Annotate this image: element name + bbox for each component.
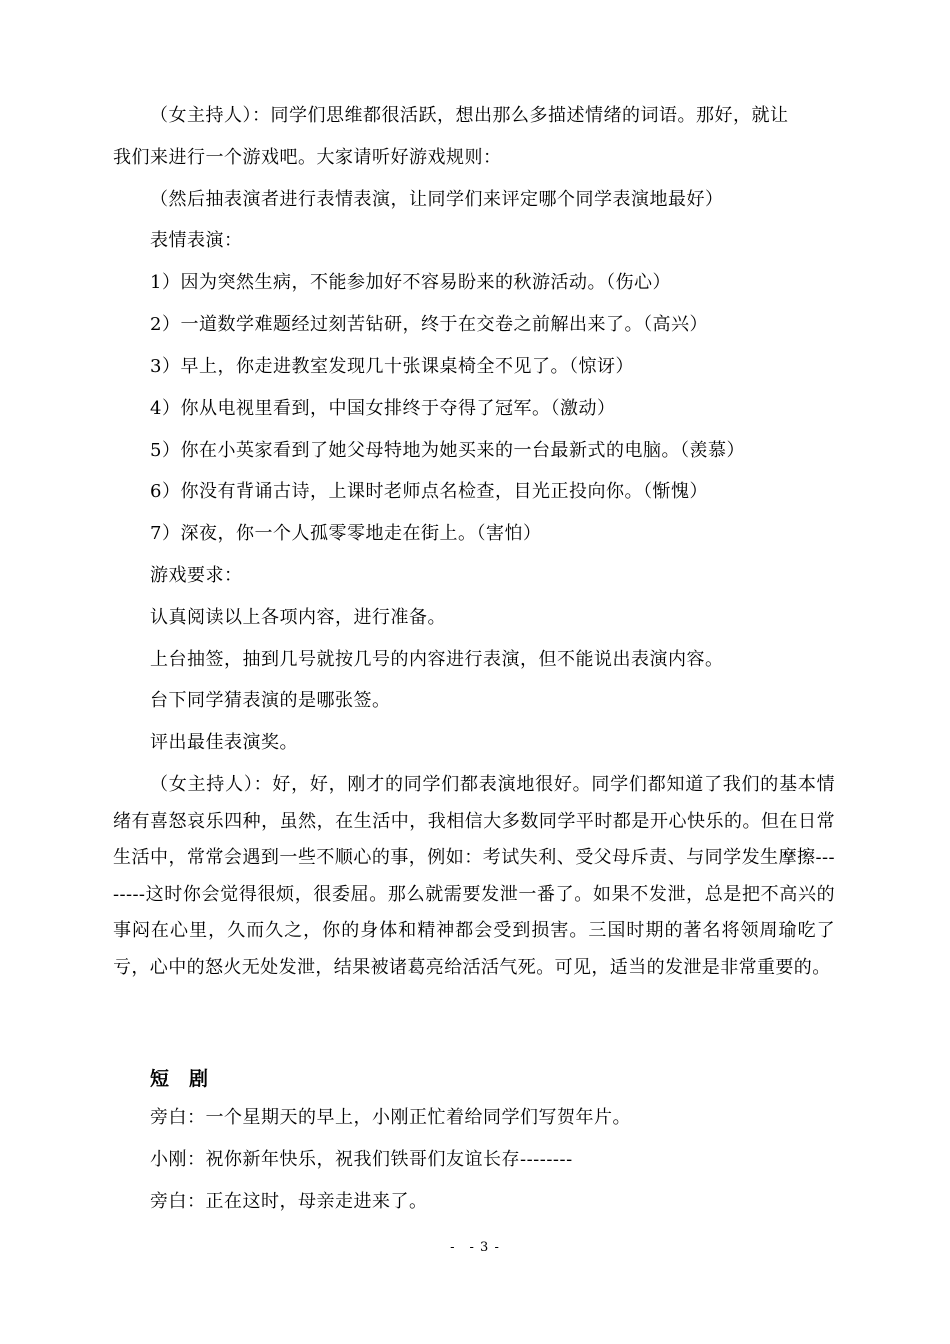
rule-item: 认真阅读以上各项内容，进行准备。	[150, 607, 446, 628]
intro-line-2: 我们来进行一个游戏吧。大家请听好游戏规则：	[113, 147, 502, 168]
page-number: - - 3 -	[450, 1240, 500, 1255]
rule-item: 上台抽签，抽到几号就按几号的内容进行表演，但不能说出表演内容。	[150, 649, 724, 670]
rules-heading: 游戏要求：	[150, 565, 243, 586]
performance-item: 7）深夜，你一个人孤零零地走在街上。（害怕）	[150, 523, 542, 544]
skit-heading: 短 剧	[150, 1068, 209, 1090]
rule-item: 台下同学猜表演的是哪张签。	[150, 690, 391, 711]
rule-item: 评出最佳表演奖。	[150, 732, 298, 753]
performance-heading: 表情表演：	[150, 230, 243, 251]
performance-item: 3）早上，你走进教室发现几十张课桌椅全不见了。（惊讶）	[150, 356, 634, 377]
skit-line: 小刚：祝你新年快乐，祝我们铁哥们友谊长存--------	[150, 1149, 573, 1170]
performance-item: 4）你从电视里看到，中国女排终于夺得了冠军。（激动）	[150, 398, 616, 419]
skit-line: 旁白：一个星期天的早上，小刚正忙着给同学们写贺年片。	[150, 1107, 631, 1128]
instruction-line: （然后抽表演者进行表情表演，让同学们来评定哪个同学表演地最好）	[150, 189, 724, 210]
intro-line-1: （女主持人）：同学们思维都很活跃，想出那么多描述情绪的词语。那好，就让	[150, 105, 789, 126]
performance-item: 2）一道数学难题经过刻苦钻研，终于在交卷之前解出来了。（高兴）	[150, 314, 708, 335]
skit-line: 旁白：正在这时，母亲走进来了。	[150, 1191, 428, 1212]
closing-paragraph: （女主持人）：好，好，刚才的同学们都表演地很好。同学们都知道了我们的基本情绪有喜怒哀乐四种，虽然，在生活中，我相信大多数同学平时都是开心快乐的。但在日常生活中，常常会遇到一些不顺心的事，例如：考试失利、受父母斥责、与同学发生摩擦--------这时你会觉得很烦，很委屈。那么就需要发泄一番了。如果不发泄，总是把不高兴的事闷在心里，久而久之，你的身体和精神都会受到损害。三国时期的著名将领周瑜吃了亏，心中的怒火无处发泄，结果被诸葛亮给活活气死。可见，适当的发泄是非常重要的。	[113, 774, 835, 978]
performance-item: 6）你没有背诵古诗，上课时老师点名检查，目光正投向你。（惭愧）	[150, 481, 708, 502]
performance-item: 5）你在小英家看到了她父母特地为她买来的一台最新式的电脑。（羡慕）	[150, 440, 745, 461]
performance-item: 1）因为突然生病，不能参加好不容易盼来的秋游活动。（伤心）	[150, 272, 671, 293]
